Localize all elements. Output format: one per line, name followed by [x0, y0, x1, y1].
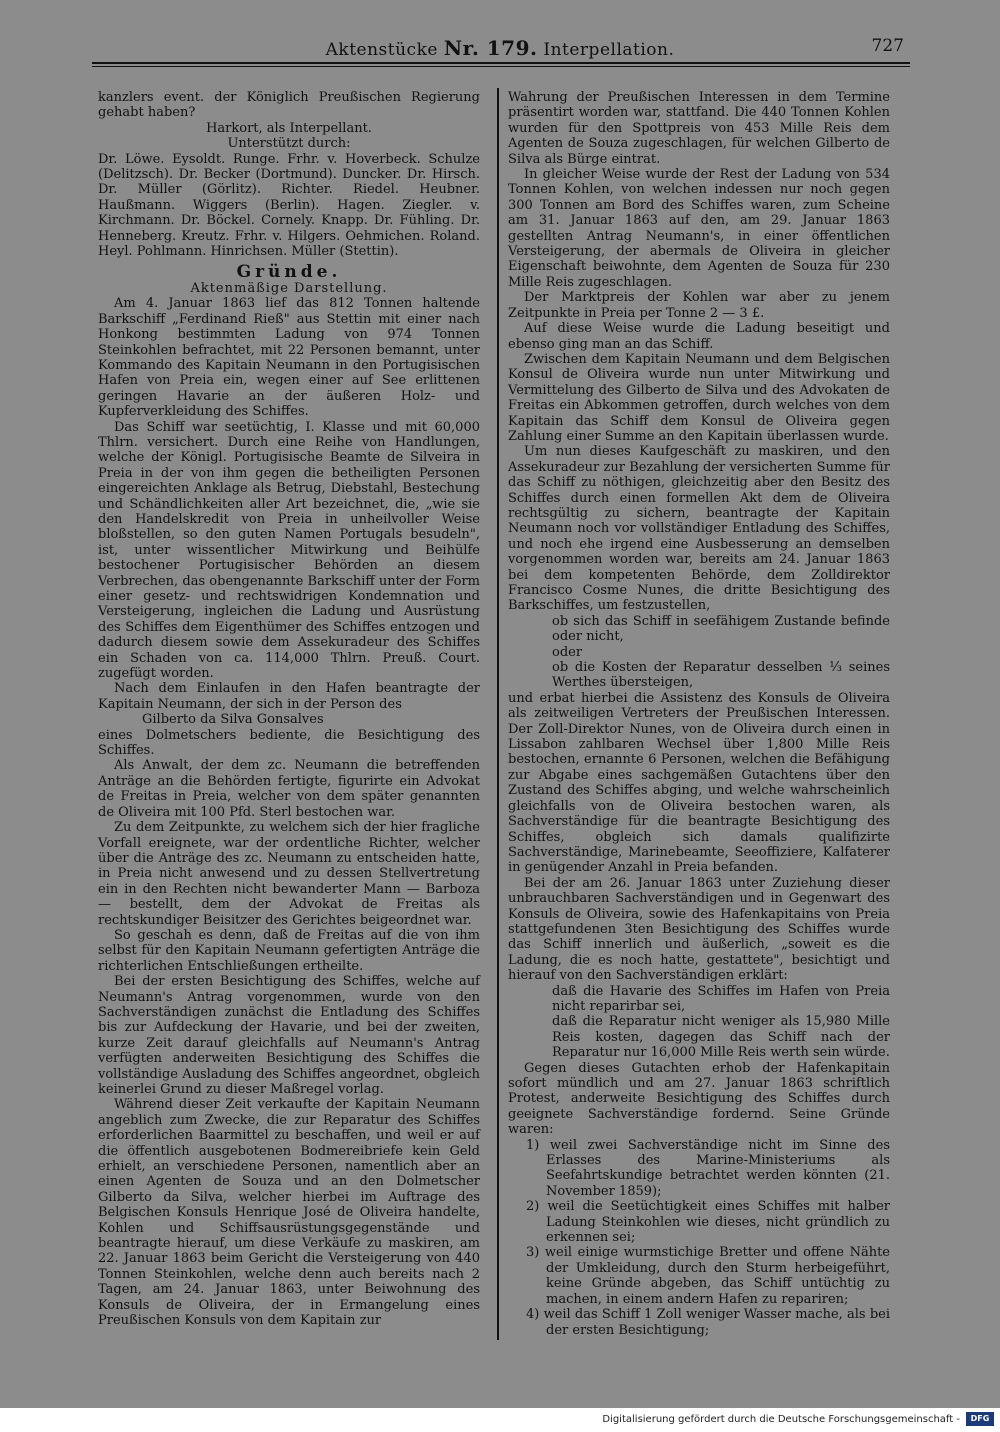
paragraph: Gegen dieses Gutachten erhob der Hafenkapitain sofort mündlich und am 27. Januar 1863 schriftlich Protest, anderweite Besichtigung des Schiffes durch geeignete Sachverständige fordernd. Seine Gründe waren: — [508, 1060, 890, 1138]
paragraph: Bei der am 26. Januar 1863 unter Zuziehung dieser unbrauchbaren Sachverständigen und in Gegenwart des Konsuls de Oliveira, sowie des Hafenkapitains von Preia stattgefundenen 3ten Besichtigung des Schiffes wurde das Schiff innerlich und äußerlich, „soweit es die Ladung, die es noch hatte, gestattete", besichtigt und hierauf von den Sachverständigen erklärt: — [508, 875, 890, 984]
header-rule-top — [92, 62, 910, 64]
footer-credit: Digitalisierung gefördert durch die Deutsche Forschungsgemeinschaft - — [602, 1414, 960, 1425]
paragraph: oder — [552, 644, 583, 660]
title-number: Nr. 179. — [443, 36, 538, 60]
paragraph: In gleicher Weise wurde der Rest der Ladung von 534 Tonnen Kohlen, von welchen indessen nur noch gegen 300 Tonnen am Bord des Schiffes waren, zum Scheine am 31. Januar 1863 auf den, am 29. Januar 1863 gestellten Antrag Neumann's, in einer öffentlichen Versteigerung, der abermals de Oliveira in gleicher Eigenschaft beiwohnte, dem Agenten de Souza für 230 Mille Reis zugeschlagen. — [508, 167, 890, 290]
title-suffix: Interpellation. — [543, 40, 675, 60]
paragraph: Zu dem Zeitpunkte, zu welchem sich der hier fragliche Vorfall ereignete, war der ordentliche Richter, welcher über die Anträge des zc. Neumann zu entscheiden hatte, in Preia nicht anwesend und zu dessen Stellvertretung ein in den Rechten nicht bewanderter Mann — Barboza — bestellt, dem der Advokat de Freitas als rechtskundiger Beisitzer des Gerichtes beigeordnet war. — [98, 820, 480, 928]
paragraph: 1) weil zwei Sachverständige nicht im Sinne des Erlasses des Marine-Ministeriums als Seefahrtskundige betrachtet werden könnten (21. November 1859); — [526, 1137, 890, 1199]
paragraph: ob die Kosten der Reparatur desselben ⅓ seines Werthes übersteigen, — [552, 660, 890, 691]
paragraph: Bei der ersten Besichtigung des Schiffes, welche auf Neumann's Antrag vorgenommen, wurde von den Sachverständigen zunächst die Entladung des Schiffes bis zur Aufdeckung der Havarie, und bei der zweiten, kurze Zeit darauf gleichfalls auf Neumann's Antrag verfügten anderweiten Besichtigung des Schiffes die vollständige Ausladung des Schiffes angeordnet, obgleich keinerlei Grund zu dieser Maßregel vorlag. — [98, 974, 480, 1097]
paragraph: Zwischen dem Kapitain Neumann und dem Belgischen Konsul de Oliveira wurde nun unter Mitwirkung und Vermittelung des Gilberto de Silva und des Advokaten de Freitas ein Abkommen getroffen, durch welches von dem Kapitain das Schiff dem Konsul de Oliveira gegen Zahlung einer Summe an den Kapitain überlassen wurde. — [508, 351, 890, 444]
paragraph: Dr. Löwe. Eysoldt. Runge. Frhr. v. Hoverbeck. Schulze (Delitzsch). Dr. Becker (Dortmund). Duncker. Dr. Hirsch. Dr. Müller (Görlitz). Richter. Riedel. Heubner. Haußmann. Wiggers (Berlin). Hagen. Ziegler. v. Kirchmann. Dr. Böckel. Cornely. Knapp. Dr. Fühling. Dr. Henneberg. Kreutz. Frhr. v. Hilgers. Oehmichen. Roland. Heyl. Pohlmann. Hinrichsen. Müller (Stettin). — [98, 151, 480, 260]
paragraph: Am 4. Januar 1863 lief das 812 Tonnen haltende Barkschiff „Ferdinand Rieß" aus Stettin mit einer nach Honkong bestimmten Ladung von 974 Tonnen Steinkohlen befrachtet, mit 22 Personen bemannt, unter Kommando des Kapitain Neumann in den Portugisischen Hafen von Preia ein, wegen einer auf See erlittenen geringen Havarie an der äußeren Holz- und Kupferverkleidung des Schiffes. — [98, 296, 480, 420]
paragraph: Wahrung der Preußischen Interessen in dem Termine präsentirt worden war, stattfand. Die 440 Tonnen Kohlen wurden für den Spottpreis von 453 Mille Reis dem Agenten de Souza zugeschlagen, für welchen Gilberto de Silva als Bürge eintrat. — [508, 90, 890, 167]
footer — [0, 1408, 1000, 1432]
left-column — [98, 90, 480, 1329]
paragraph: daß die Reparatur nicht weniger als 15,980 Mille Reis kosten, dagegen das Schiff nach der Reparatur nur 16,000 Mille Reis werth sein würde. — [552, 1014, 890, 1061]
section-subheading: Aktenmäßige Darstellung. — [190, 280, 388, 296]
paragraph: Harkort, als Interpellant. — [206, 120, 372, 136]
paragraph: und erbat hierbei die Assistenz des Konsuls de Oliveira als zeitweiligen Vertreters der Preußischen Interessen. Der Zoll-Direktor Nunes, von de Oliveira durch einen in Lissabon zahlbaren Wechsel über 1,800 Mille Reis bestochen, ernannte 6 Personen, welchen die Befähigung zur Abgabe eines sachgemäßen Gutachtens über den Zustand des Schiffes abging, und welche wahrscheinlich gleichfalls von de Oliveira bestochen waren, als Sachverständige für die beantragte Besichtigung des Schiffes, obgleich sich damals qualifizirte Sachverständige, Marinebeamte, Seeoffiziere, Kalfaterer in genügender Anzahl in Preia befanden. — [508, 690, 890, 876]
paragraph: Unterstützt durch: — [227, 136, 351, 152]
running-title — [0, 36, 1000, 60]
paragraph: 2) weil die Seetüchtigkeit eines Schiffes mit halber Ladung Steinkohlen wie dieses, nicht gründlich zu erkennen sei; — [526, 1199, 890, 1246]
paragraph: So geschah es denn, daß de Freitas auf die von ihm selbst für den Kapitain Neumann gefertigten Anträge die richterlichen Entschließungen ertheilte. — [98, 927, 480, 974]
section-heading: Gründe. — [236, 262, 342, 283]
paragraph: kanzlers event. der Königlich Preußischen Regierung gehabt haben? — [98, 90, 480, 121]
dfg-logo: DFG — [966, 1412, 994, 1426]
paragraph: Als Anwalt, der dem zc. Neumann die betreffenden Anträge an die Behörden fertigte, figurirte ein Advokat de Freitas in Preia, welcher von dem später genannten de Oliveira mit 100 Pfd. Sterl bestochen war. — [98, 758, 480, 820]
paragraph: Um nun dieses Kaufgeschäft zu maskiren, und den Assekuradeur zur Bezahlung der versicherten Summe für das Schiff zu nöthigen, gleichzeitig aber den Besitz des Schiffes durch einen formellen Akt dem de Oliveira rechtsgültig zu sichern, beantragte der Kapitain Neumann noch vor vollständiger Entladung des Schiffes, und noch ehe irgend eine Ausbesserung an demselben vorgenommen worden war, bereits am 24. Januar 1863 bei dem kompetenten Behörde, dem Zolldirektor Francisco Cosme Nunes, die dritte Besichtigung des Barkschiffes, um festzustellen, — [508, 444, 890, 614]
paragraph: Das Schiff war seetüchtig, I. Klasse und mit 60,000 Thlrn. versichert. Durch eine Reihe von Handlungen, welche der Königl. Portugisische Beamte de Silveira in Preia in der von ihm gegen die betheiligten Personen eingereichten Anklage als Betrug, Diebstahl, Bestechung und Schändlichkeiten aller Art bezeichnet, die, „wie sie den Handelskredit von Preia in unheilvoller Weise bloßstellen, so den guten Namen Portugals besudeln", ist, unter wissentlicher Mitwirkung und Beihülfe bestochener Portugisischer Behörden an diesem Verbrechen, das obengenannte Barkschiff unter der Form einer gesetz- und rechtswidrigen Kondemnation und Versteigerung, ingleichen die Ladung und Ausrüstung des Schiffes dem Eigenthümer des Schiffes entzogen und dadurch diesem sowie dem Assekuradeur des Schiffes ein Schaden von ca. 114,000 Thlrn. Preuß. Court. zugefügt worden. — [98, 419, 480, 682]
paragraph: Gilberto da Silva Gonsalves — [142, 712, 324, 728]
paragraph: eines Dolmetschers bediente, die Besichtigung des Schiffes. — [98, 727, 480, 759]
header-rule-bottom — [92, 66, 910, 67]
paragraph: 3) weil einige wurmstichige Bretter und offene Nähte der Umkleidung, durch den Sturm herbeigeführt, keine Gründe abgeben, das Schiff untüchtig zu machen, in einem andern Hafen zu repariren; — [526, 1245, 890, 1307]
title-prefix: Aktenstücke — [325, 40, 438, 60]
paragraph: Der Marktpreis der Kohlen war aber zu jenem Zeitpunkte in Preia per Tonne 2 — 3 £. — [508, 290, 890, 321]
paragraph: ob sich das Schiff in seefähigem Zustande befinde oder nicht, — [552, 613, 890, 645]
paragraph: Auf diese Weise wurde die Ladung beseitigt und ebenso ging man an das Schiff. — [508, 321, 890, 352]
page-number: 727 — [871, 36, 904, 56]
right-column — [508, 90, 890, 1338]
paragraph: Während dieser Zeit verkaufte der Kapitain Neumann angeblich zum Zwecke, die zur Reparatur des Schiffes erforderlichen Baarmittel zu beschaffen, und weil er auf die öffentlich ausgebotenen Bodmereibriefe kein Geld erhielt, an verschiedene Personen, namentlich aber an einen Agenten de Souza und an den Dolmetscher Gilberto da Silva, welcher hierbei im Auftrage des Belgischen Konsuls Henrique José de Oliveira handelte, Kohlen und Schiffsausrüstungsgegenstände und beantragte hierauf, um diese Verkäufe zu maskiren, am 22. Januar 1863 beim Gericht die Versteigerung von 440 Tonnen Steinkohlen, welche denn auch bereits nach 2 Tagen, am 24. Januar 1863, unter Beiwohnung des Konsuls de Oliveira, der in Ermangelung eines Preußischen Konsuls von dem Kapitain zur — [98, 1097, 480, 1329]
paragraph: Nach dem Einlaufen in den Hafen beantragte der Kapitain Neumann, der sich in der Person des — [98, 681, 480, 712]
page-header — [0, 0, 1000, 62]
column-divider — [497, 88, 499, 1340]
paragraph: 4) weil das Schiff 1 Zoll weniger Wasser mache, als bei der ersten Besichtigung; — [526, 1307, 890, 1338]
paragraph: daß die Havarie des Schiffes im Hafen von Preia nicht reparirbar sei, — [552, 983, 890, 1014]
